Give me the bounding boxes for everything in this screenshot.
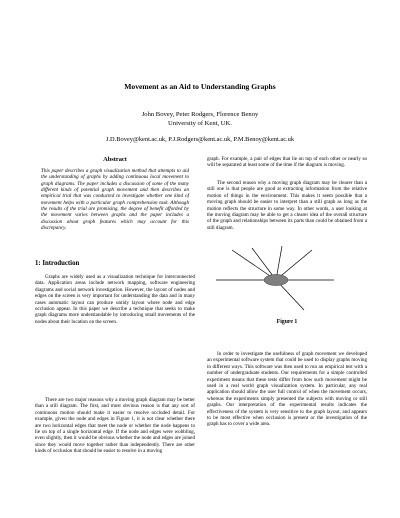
abstract-text: This paper describes a graph visualization method that attempts to aid the understanding of graphs by adding continuous local movement to graph diagrams. The paper includes a discussion of some of the many different kinds of potential graph movement and then describes an empirical trial that was conducted to investigate whether one kind of movement helps with a particular graph comprehension task. Although the results of the trial are promising, the degree of benefit afforded by the movement varies between graphs and the paper includes a discussion about graph features which may account for this discrepancy. <box>41 168 189 232</box>
author-affiliation: University of Kent, UK. <box>168 120 232 127</box>
author-emails: J.D.Bovey@kent.ac.uk, P.J.Rodgers@kent.ac.uk, P.M.Benoy@kent.ac.uk <box>105 136 295 143</box>
paper-title: Movement as an Aid to Understanding Graphs <box>124 82 276 91</box>
author-names: John Bovey, Peter Rodgers, Florence Benoy <box>141 111 259 118</box>
figure-caption: Figure 1 <box>276 319 298 325</box>
graph-node <box>264 275 288 286</box>
author-block <box>0 110 400 128</box>
right-paragraph-3: In order to investigate the usefulness of graph movement we developed an experimental software system that could be used to display graphs moving in different ways. This software was then used to run an empirical test with a number of undergraduate students. Our requirements for a simple controlled experiment means that these tests differ from how such movement might be used in a real world graph visualization system. In particular, any real application should allow the user full control of when the movement occurs, whereas the experiments simply presented the subjects with moving or still graphs. Our interpretation of the experimental results indicates the effectiveness of the system is very sensitive to the graph layout, and appears to be most effective when occlusion is present or the investigation of the graph has to cover a wide area. <box>207 351 367 428</box>
introduction-paragraph-1: Graphs are widely used as a visualization technique for interconnected data. Application areas include network mapping, software engineering diagrams and social network investigation. However, the layout of nodes and edges on the screen is very important for understanding the data and in many cases automatic layout can produce untidy layout where node and edge occlusion appear. In this paper we describe a technique that seeks to make graph diagrams more understandable by introducing small movements of the nodes about their location on the screen. <box>35 274 195 325</box>
introduction-heading: 1: Introduction <box>35 260 80 267</box>
introduction-paragraph-2: There are two major reasons why a moving graph diagram may be better than a still diagram. The first, and most obvious reason is that any sort of continuous motion should make it easier to resolve occluded detail. For example, given the node and edges in Figure 1, it is not clear whether there are two horizontal edges that meet the node or whether the node happens to lie on top of a single horizontal edge. If the node and edges were wobbling, even slightly, then it would be obvious whether the node and edges are joined since they would move together rather than independently. There are other kinds of occlusion that should be easier to resolve in a moving <box>35 397 195 455</box>
abstract-heading: Abstract <box>103 156 127 163</box>
right-paragraph-1: graph. For example, a pair of edges that lie on top of each other or nearly so will be separated at least some of the time if the diagram is moving. <box>207 156 367 169</box>
right-paragraph-2: The second reason why a moving graph diagram may be clearer than a still one is that people are good at extracting information from the relative motion of things in the environment. This makes it seem possible that a moving graph should be easier to interpret than a still graph as long as the motion reflects the structure in some way. In other words, a user looking at the moving diagram may be able to get a clearer idea of the overall structure of the graph and relationships between its parts than could be obtained from a still diagram. <box>207 180 367 231</box>
left-column <box>35 156 195 491</box>
figure-1-graph <box>212 244 338 314</box>
